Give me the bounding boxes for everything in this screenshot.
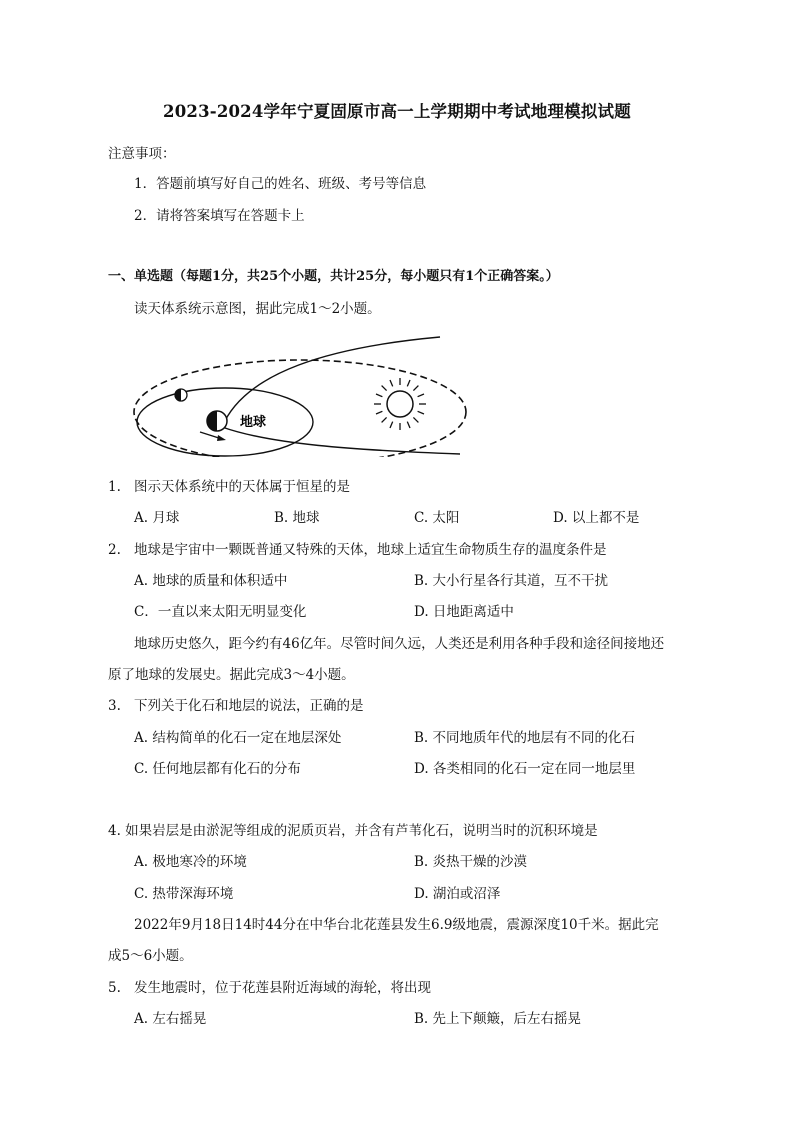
q3-option-b: B. 不同地质年代的地层有不同的化石: [414, 730, 636, 746]
intro-q3-4-line1: 地球历史悠久，距今约有46亿年。尽管时间久远，人类还是利用各种手段和途径间接地还: [134, 636, 665, 652]
earth-orbit: [134, 360, 466, 457]
moon-icon: [175, 389, 187, 401]
q5-stem: 发生地震时，位于花莲县附近海域的海轮，将出现: [134, 980, 431, 996]
q2-number: 2.: [108, 542, 121, 558]
celestial-system-diagram: [130, 332, 475, 457]
q4-option-c: C. 热带深海环境: [134, 886, 234, 902]
intro-q5-6-line1: 2022年9月18日14时44分在中华台北花莲县发生6.9级地震，震源深度10千米。据此完: [134, 917, 659, 933]
q3-option-c: C. 任何地层都有化石的分布: [134, 761, 301, 777]
intro-q5-6-line2: 成5～6小题。: [108, 948, 193, 964]
q2-option-b: B. 大小行星各行其道，互不干扰: [414, 573, 609, 589]
q3-stem: 下列关于化石和地层的说法，正确的是: [134, 698, 364, 714]
page-title: 2023-2024学年宁夏固原市高一上学期期中考试地理模拟试题: [163, 102, 631, 121]
q4-option-b: B. 炎热干燥的沙漠: [414, 854, 528, 870]
earth-motion-arrow-icon: [200, 432, 226, 441]
q4-option-a: A. 极地寒冷的环境: [134, 854, 247, 870]
q4-option-d: D. 湖泊或沼泽: [414, 886, 501, 902]
notes-heading: 注意事项：: [108, 146, 176, 162]
intro-q3-4-line2: 原了地球的发展史。据此完成3～4小题。: [108, 667, 355, 683]
q3-option-d: D. 各类相同的化石一定在同一地层里: [414, 761, 636, 777]
q3-number: 3.: [108, 698, 121, 714]
q1-option-d: D. 以上都不是: [553, 510, 640, 526]
section1-heading: 一、单选题（每题1分，共25个小题，共计25分，每小题只有1个正确答案。）: [108, 269, 559, 284]
q1-stem: 图示天体系统中的天体属于恒星的是: [134, 479, 350, 495]
q5-option-a: A. 左右摇晃: [134, 1011, 207, 1027]
sun-icon: [374, 378, 426, 430]
q5-option-b: B. 先上下颠簸，后左右摇晃: [414, 1011, 582, 1027]
q4-stem: 4. 如果岩层是由淤泥等组成的泥质页岩，并含有芦苇化石，说明当时的沉积环境是: [108, 823, 598, 839]
note-item-2: 2．请将答案填写在答题卡上: [134, 208, 305, 224]
q5-number: 5.: [108, 980, 121, 996]
q1-option-b: B. 地球: [274, 510, 320, 526]
earth-icon: [207, 411, 227, 431]
q1-option-a: A. 月球: [134, 510, 180, 526]
q3-option-a: A. 结构简单的化石一定在地层深处: [134, 730, 342, 746]
q2-option-c: C．一直以来太阳无明显变化: [134, 604, 307, 620]
intro-q1-2: 读天体系统示意图，据此完成1～2小题。: [134, 301, 381, 317]
q1-option-c: C. 太阳: [414, 510, 460, 526]
earth-label: 地球: [240, 415, 267, 430]
q2-option-d: D. 日地距离适中: [414, 604, 514, 620]
comet-orbit-lower: [222, 427, 460, 454]
note-item-1: 1．答题前填写好自己的姓名、班级、考号等信息: [134, 176, 427, 192]
q2-stem: 地球是宇宙中一颗既普通又特殊的天体，地球上适宜生命物质生存的温度条件是: [134, 542, 607, 558]
q1-number: 1.: [108, 479, 121, 495]
q2-option-a: A. 地球的质量和体积适中: [134, 573, 288, 589]
